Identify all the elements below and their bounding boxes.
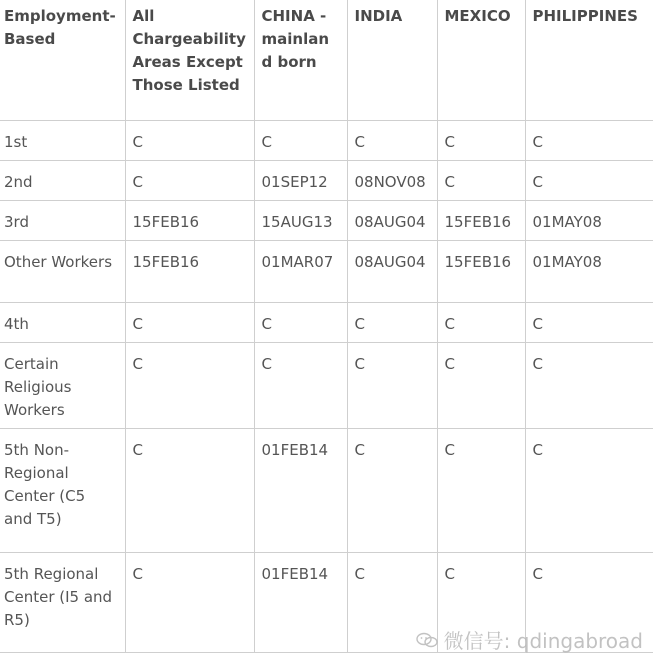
cell-china: 01FEB14 [254,552,347,652]
cell-india: C [347,120,437,160]
header-all-chargeability: All Chargeability Areas Except Those Listed [125,0,254,120]
header-india: INDIA [347,0,437,120]
row-label: Certain Religious Workers [0,342,125,428]
table-row [0,200,653,240]
cell-philippines: 01MAY08 [525,240,653,302]
cell-all-chargeability: C [125,160,254,200]
wechat-icon [416,632,438,648]
cell-mexico: 15FEB16 [437,200,525,240]
row-label: 3rd [0,200,125,240]
cell-india: C [347,552,437,652]
cell-india: 08AUG04 [347,240,437,302]
cell-mexico: C [437,428,525,552]
cell-china: 01MAR07 [254,240,347,302]
row-label: 1st [0,120,125,160]
header-mexico: MEXICO [437,0,525,120]
cell-china: 15AUG13 [254,200,347,240]
table-row [0,120,653,160]
header-philippines: PHILIPPINES [525,0,653,120]
watermark-text: 微信号: qdingabroad [443,629,643,653]
table-row [0,160,653,200]
cell-india: C [347,428,437,552]
cell-india: 08NOV08 [347,160,437,200]
cell-china: C [254,302,347,342]
cell-philippines: C [525,552,653,652]
cell-mexico: C [437,552,525,652]
cell-all-chargeability: C [125,552,254,652]
table-row [0,428,653,552]
cell-all-chargeability: 15FEB16 [125,240,254,302]
cell-mexico: C [437,342,525,428]
header-employment-based: Employment-Based [0,0,125,120]
cell-philippines: C [525,120,653,160]
row-label: 5th Regional Center (I5 and R5) [0,552,125,652]
cell-philippines: 01MAY08 [525,200,653,240]
cell-india: C [347,302,437,342]
cell-all-chargeability: C [125,342,254,428]
cell-all-chargeability: C [125,120,254,160]
cell-china: C [254,342,347,428]
header-china: CHINA - mainland born [254,0,347,120]
cell-philippines: C [525,160,653,200]
cell-india: 08AUG04 [347,200,437,240]
cell-all-chargeability: C [125,302,254,342]
cell-china: 01FEB14 [254,428,347,552]
cell-india: C [347,342,437,428]
row-label: 4th [0,302,125,342]
cell-all-chargeability: 15FEB16 [125,200,254,240]
cell-philippines: C [525,428,653,552]
cell-mexico: C [437,120,525,160]
cell-china: 01SEP12 [254,160,347,200]
cell-mexico: 15FEB16 [437,240,525,302]
row-label: 2nd [0,160,125,200]
row-label: Other Workers [0,240,125,302]
cell-china: C [254,120,347,160]
wechat-watermark [416,625,643,654]
cell-philippines: C [525,302,653,342]
cell-mexico: C [437,160,525,200]
cell-philippines: C [525,342,653,428]
row-label: 5th Non-Regional Center (C5 and T5) [0,428,125,552]
table-header-row [0,0,653,120]
cell-all-chargeability: C [125,428,254,552]
cell-mexico: C [437,302,525,342]
table-row [0,240,653,302]
table-row [0,342,653,428]
table-row [0,302,653,342]
